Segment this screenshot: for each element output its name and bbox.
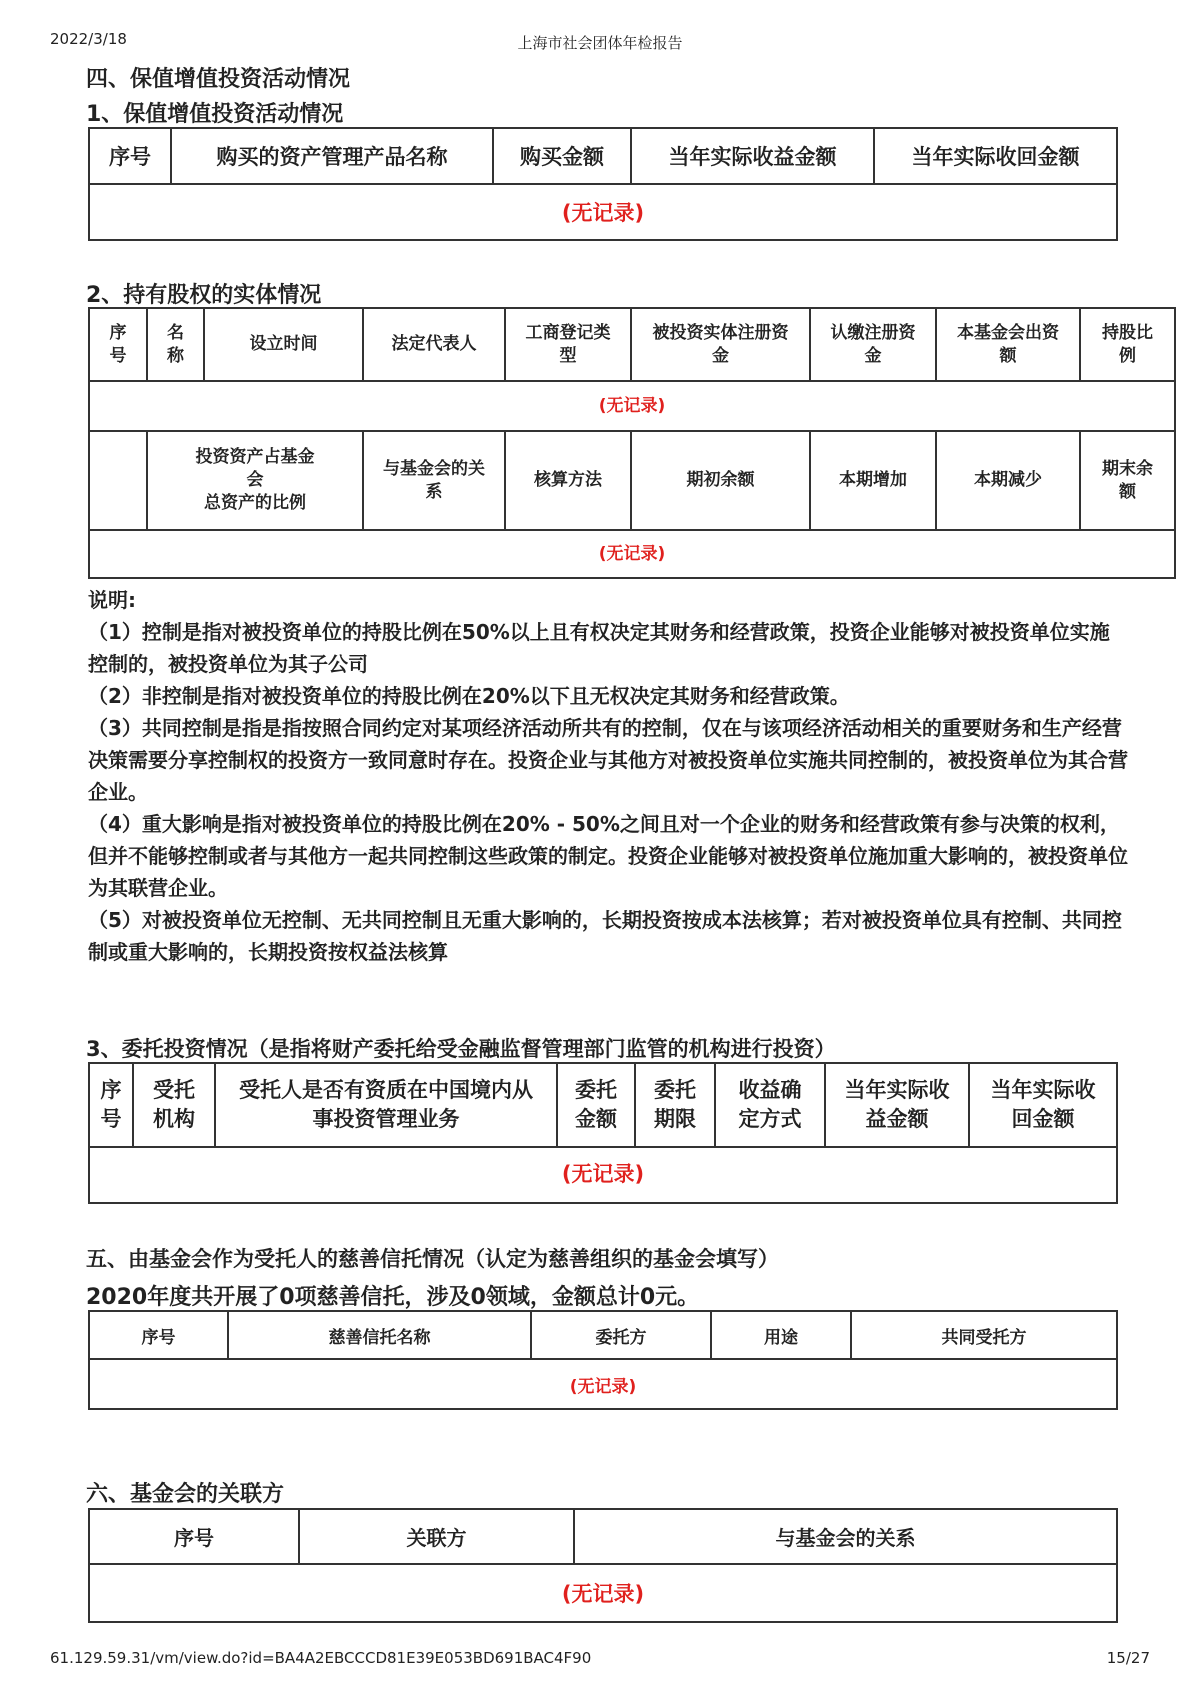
col-header: 受托人是否有资质在中国境内从 事投资管理业务 xyxy=(215,1063,557,1147)
col-header: 名 称 xyxy=(147,308,204,381)
col-header: 关联方 xyxy=(299,1509,574,1564)
note-item: （3）共同控制是指是指按照合同约定对某项经济活动所共有的控制，仅在与该项经济活动相关的重要财务和生产经营决策需要分享控制权的投资方一致同意时存在。投资企业与其他方对被投资单位实施共同控制的，被投资单位为其合营企业。 xyxy=(88,716,1128,804)
note-item: （4）重大影响是指对被投资单位的持股比例在20% - 50%之间且对一个企业的财务和经营政策有参与决策的权利，但并不能够控制或者与其他方一起共同控制这些政策的制定。投资企业能够对被投资单位施加重大影响的，被投资单位为其联营企业。 xyxy=(88,812,1128,900)
col-header: 本期增加 xyxy=(810,431,936,530)
col-header: 当年实际收 益金额 xyxy=(825,1063,969,1147)
col-header: 慈善信托名称 xyxy=(228,1311,531,1359)
no-record-label: (无记录) xyxy=(569,1376,637,1397)
note-item: （5）对被投资单位无控制、无共同控制且无重大影响的，长期投资按成本法核算；若对被投资单位具有控制、共同控制或重大影响的，长期投资按权益法核算 xyxy=(88,908,1122,964)
col-header: 序号 xyxy=(89,1311,228,1359)
page-url: 61.129.59.31/vm/view.do?id=BA4A2EBCCCD81E39E053BD691BAC4F90 xyxy=(50,1649,592,1667)
table-row xyxy=(89,1147,1117,1203)
col-header: 与基金会的关系 xyxy=(574,1509,1117,1564)
col-header: 购买金额 xyxy=(493,128,631,184)
no-record-label: (无记录) xyxy=(598,395,666,416)
col-header: 当年实际收回金额 xyxy=(874,128,1117,184)
col-header: 被投资实体注册资 金 xyxy=(631,308,810,381)
col-header: 持股比 例 xyxy=(1080,308,1175,381)
col-header: 委托 期限 xyxy=(635,1063,715,1147)
table-row xyxy=(89,184,1117,240)
entrusted-investment-table xyxy=(88,1062,1118,1204)
no-record-label: (无记录) xyxy=(561,1162,645,1187)
section4-sub3-title: 3、委托投资情况（是指将财产委托给受金融监督管理部门监管的机构进行投资） xyxy=(86,1037,836,1061)
note-item: （1）控制是指对被投资单位的持股比例在50%以上且有权决定其财务和经营政策，投资企业能够对被投资单位实施控制的，被投资单位为其子公司 xyxy=(88,620,1110,676)
col-header: 共同受托方 xyxy=(851,1311,1117,1359)
no-record-label: (无记录) xyxy=(561,1582,645,1606)
investment-activity-table xyxy=(88,127,1118,241)
note-item: （2）非控制是指对被投资单位的持股比例在20%以下且无权决定其财务和经营政策。 xyxy=(88,684,850,708)
col-header: 委托方 xyxy=(531,1311,711,1359)
col-header: 购买的资产管理产品名称 xyxy=(171,128,493,184)
notes-block xyxy=(88,584,1128,968)
notes-label: 说明: xyxy=(88,588,136,612)
col-header: 期末余 额 xyxy=(1080,431,1175,530)
no-record-label: (无记录) xyxy=(598,543,666,564)
section5-title: 五、由基金会作为受托人的慈善信托情况（认定为慈善组织的基金会填写） xyxy=(86,1247,779,1271)
col-header xyxy=(89,431,147,530)
col-header: 当年实际收 回金额 xyxy=(969,1063,1117,1147)
col-header: 受托 机构 xyxy=(133,1063,215,1147)
related-parties-table xyxy=(88,1508,1118,1623)
section4-title: 四、保值增值投资活动情况 xyxy=(86,67,351,92)
table-row xyxy=(89,1359,1117,1409)
col-header: 当年实际收益金额 xyxy=(631,128,874,184)
charity-trust-table xyxy=(88,1310,1118,1410)
col-header: 认缴注册资 金 xyxy=(810,308,936,381)
col-header: 本基金会出资 额 xyxy=(936,308,1080,381)
print-title: 上海市社会团体年检报告 xyxy=(517,34,683,52)
no-record-label: (无记录) xyxy=(561,201,645,225)
col-header: 期初余额 xyxy=(631,431,810,530)
section4-sub2-title: 2、持有股权的实体情况 xyxy=(86,283,322,308)
col-header: 设立时间 xyxy=(204,308,363,381)
table-header-row xyxy=(89,1509,1117,1564)
col-header: 序号 xyxy=(89,128,171,184)
col-header: 本期减少 xyxy=(936,431,1080,530)
table-header-row xyxy=(89,1063,1117,1147)
print-date: 2022/3/18 xyxy=(50,30,127,48)
col-header: 投资资产占基金 会 总资产的比例 xyxy=(147,431,363,530)
table-header-row xyxy=(89,1311,1117,1359)
page-number: 15/27 xyxy=(1106,1649,1150,1667)
section5-summary: 2020年度共开展了0项慈善信托，涉及0领域，金额总计0元。 xyxy=(86,1285,700,1310)
col-header: 用途 xyxy=(711,1311,851,1359)
table-row xyxy=(89,381,1175,431)
col-header: 序号 xyxy=(89,1509,299,1564)
col-header: 序 号 xyxy=(89,308,147,381)
table-row xyxy=(89,530,1175,578)
table-header-row xyxy=(89,128,1117,184)
col-header: 委托 金额 xyxy=(557,1063,635,1147)
table-row xyxy=(89,1564,1117,1622)
section4-sub1-title: 1、保值增值投资活动情况 xyxy=(86,102,344,127)
section6-title: 六、基金会的关联方 xyxy=(86,1482,285,1507)
table-header-row xyxy=(89,308,1175,381)
col-header: 核算方法 xyxy=(505,431,631,530)
col-header: 工商登记类 型 xyxy=(505,308,631,381)
equity-entity-table xyxy=(88,307,1176,579)
col-header: 序 号 xyxy=(89,1063,133,1147)
col-header: 法定代表人 xyxy=(363,308,505,381)
table-header-row xyxy=(89,431,1175,530)
col-header: 收益确 定方式 xyxy=(715,1063,825,1147)
col-header: 与基金会的关 系 xyxy=(363,431,505,530)
